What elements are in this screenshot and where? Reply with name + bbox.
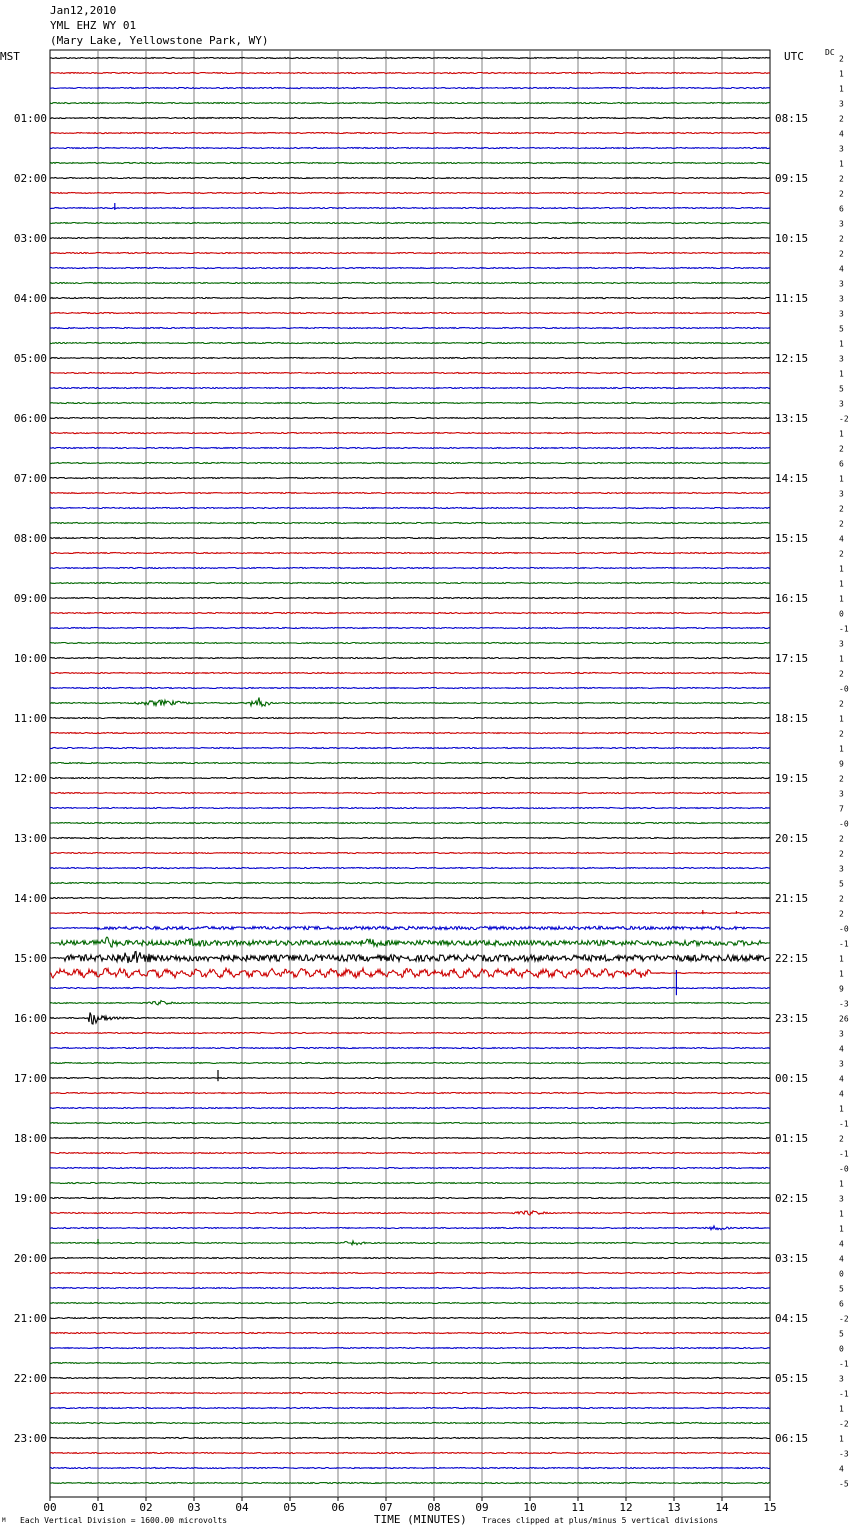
hour-label-right: 00:15 <box>775 1072 809 1085</box>
dc-offset-value: 3 <box>839 1059 844 1069</box>
dc-offset-value: 3 <box>839 789 844 799</box>
trace-row <box>50 898 770 899</box>
hour-label-left: 07:00 <box>13 472 47 485</box>
hour-label-right: 18:15 <box>775 712 809 725</box>
trace-row <box>50 1033 770 1034</box>
trace-row <box>50 1258 770 1259</box>
hour-label-right: 15:15 <box>775 532 809 545</box>
trace-row <box>50 952 770 964</box>
dc-offset-value: 3 <box>839 489 844 499</box>
scale-note: Each Vertical Division = 1600.00 microvolts <box>20 1516 228 1525</box>
trace-row <box>50 988 770 989</box>
trace-row <box>50 373 770 374</box>
trace-row <box>50 478 770 479</box>
trace-row <box>50 88 770 89</box>
trace-row <box>50 883 770 884</box>
right-timezone-label: UTC <box>784 50 804 63</box>
trace-row <box>50 598 770 599</box>
trace-row <box>50 223 770 224</box>
hour-label-right: 21:15 <box>775 892 809 905</box>
x-tick-label: 06 <box>331 1501 345 1514</box>
dc-offset-value: 2 <box>839 234 844 244</box>
dc-offset-value: 5 <box>839 384 844 394</box>
trace-row <box>50 1273 770 1274</box>
dc-offset-value: 2 <box>839 849 844 859</box>
dc-offset-value: 2 <box>839 699 844 709</box>
hour-label-left: 04:00 <box>13 292 47 305</box>
hour-label-right: 06:15 <box>775 1432 809 1445</box>
dc-offset-value: -2 <box>839 1419 849 1429</box>
x-tick-label: 03 <box>187 1501 201 1514</box>
dc-offset-value: 5 <box>839 1284 844 1294</box>
trace-row <box>50 1408 770 1409</box>
dc-offset-value: 4 <box>839 1044 844 1054</box>
trace-row <box>50 133 770 134</box>
trace-row <box>50 643 770 644</box>
dc-offset-value: 1 <box>839 564 844 574</box>
dc-offset-value: 2 <box>839 1134 844 1144</box>
trace-row <box>50 823 770 824</box>
trace-row <box>50 853 770 854</box>
dc-offset-value: 1 <box>839 1434 844 1444</box>
dc-offset-value: 2 <box>839 774 844 784</box>
dc-offset-value: 0 <box>839 1269 844 1279</box>
dc-offset-value: -0 <box>839 1164 849 1174</box>
clip-note: Traces clipped at plus/minus 5 vertical divisions <box>482 1516 719 1525</box>
trace-row <box>50 913 770 914</box>
dc-offset-value: 2 <box>839 174 844 184</box>
trace-row <box>50 148 770 149</box>
hour-label-left: 20:00 <box>13 1252 47 1265</box>
hour-label-left: 23:00 <box>13 1432 47 1445</box>
trace-row <box>50 1153 770 1154</box>
dc-offset-value: 4 <box>839 1254 844 1264</box>
dc-offset-value: 2 <box>839 444 844 454</box>
dc-offset-value: 1 <box>839 1404 844 1414</box>
dc-offset-value: 2 <box>839 894 844 904</box>
dc-offset-value: 2 <box>839 729 844 739</box>
trace-row <box>50 358 770 359</box>
trace-row <box>50 658 770 659</box>
hour-label-left: 21:00 <box>13 1312 47 1325</box>
trace-row <box>50 118 770 119</box>
dc-offset-value: -1 <box>839 1359 849 1369</box>
trace-row <box>50 1063 770 1064</box>
dc-offset-value: 9 <box>839 984 844 994</box>
hour-label-left: 16:00 <box>13 1012 47 1025</box>
dc-offset-value: 2 <box>839 54 844 64</box>
dc-offset-value: 1 <box>839 594 844 604</box>
trace-row <box>50 73 770 74</box>
trace-row <box>50 1318 770 1319</box>
hour-label-right: 10:15 <box>775 232 809 245</box>
dc-offset-value: 3 <box>839 864 844 874</box>
dc-offset-value: 3 <box>839 279 844 289</box>
hour-label-right: 02:15 <box>775 1192 809 1205</box>
x-tick-label: 13 <box>667 1501 681 1514</box>
trace-row <box>50 328 770 329</box>
trace-row <box>50 178 770 179</box>
hour-label-right: 09:15 <box>775 172 809 185</box>
dc-offset-value: 3 <box>839 1194 844 1204</box>
trace-row <box>50 238 770 239</box>
dc-offset-value: 7 <box>839 804 844 814</box>
hour-label-left: 02:00 <box>13 172 47 185</box>
trace-row <box>50 778 770 779</box>
trace-row <box>50 523 770 524</box>
dc-offset-value: -0 <box>839 819 849 829</box>
dc-offset-value: 3 <box>839 99 844 109</box>
x-tick-label: 09 <box>475 1501 489 1514</box>
dc-offset-value: -0 <box>839 924 849 934</box>
x-tick-label: 08 <box>427 1501 441 1514</box>
dc-column-label: DC <box>825 48 835 57</box>
hour-label-left: 13:00 <box>13 832 47 845</box>
trace-row <box>50 1438 770 1439</box>
hour-label-left: 08:00 <box>13 532 47 545</box>
trace-row <box>50 1303 770 1304</box>
trace-row <box>50 448 770 449</box>
trace-row <box>50 1211 770 1215</box>
trace-row <box>50 1048 770 1049</box>
hour-label-left: 18:00 <box>13 1132 47 1145</box>
trace-row <box>50 283 770 284</box>
dc-offset-value: 1 <box>839 579 844 589</box>
trace-row <box>50 688 770 689</box>
trace-row <box>50 673 770 674</box>
x-tick-label: 00 <box>43 1501 57 1514</box>
trace-row <box>50 613 770 614</box>
trace-row <box>50 1333 770 1334</box>
x-tick-label: 07 <box>379 1501 393 1514</box>
trace-row <box>50 808 770 809</box>
dc-offset-value: 3 <box>839 639 844 649</box>
trace-row <box>50 718 770 719</box>
trace-row <box>50 313 770 314</box>
hour-label-left: 11:00 <box>13 712 47 725</box>
trace-row <box>50 343 770 344</box>
trace-row <box>50 793 770 794</box>
trace-row <box>50 1093 770 1094</box>
trace-row <box>50 208 770 209</box>
dc-offset-value: 2 <box>839 549 844 559</box>
dc-offset-value: 4 <box>839 1239 844 1249</box>
hour-label-left: 15:00 <box>13 952 47 965</box>
dc-offset-value: 1 <box>839 744 844 754</box>
dc-offset-value: 0 <box>839 1344 844 1354</box>
dc-offset-value: 1 <box>839 954 844 964</box>
trace-row <box>50 1483 770 1484</box>
hour-label-right: 20:15 <box>775 832 809 845</box>
trace-row <box>50 583 770 584</box>
dc-offset-value: -1 <box>839 1389 849 1399</box>
hour-label-left: 12:00 <box>13 772 47 785</box>
chart-date: Jan12,2010 <box>50 4 117 17</box>
x-tick-label: 04 <box>235 1501 249 1514</box>
dc-offset-value: 1 <box>839 369 844 379</box>
trace-row <box>50 1001 770 1005</box>
trace-row <box>50 1078 770 1079</box>
dc-offset-value: -1 <box>839 939 849 949</box>
hour-label-right: 12:15 <box>775 352 809 365</box>
dc-offset-value: 4 <box>839 534 844 544</box>
hour-label-left: 10:00 <box>13 652 47 665</box>
dc-offset-value: 4 <box>839 129 844 139</box>
dc-offset-value: 4 <box>839 1464 844 1474</box>
dc-offset-value: 3 <box>839 144 844 154</box>
dc-offset-value: 5 <box>839 324 844 334</box>
dc-offset-value: 1 <box>839 1224 844 1234</box>
dc-offset-value: 5 <box>839 879 844 889</box>
trace-row <box>50 748 770 749</box>
dc-offset-value: 1 <box>839 429 844 439</box>
trace-row <box>50 508 770 509</box>
dc-offset-value: 2 <box>839 504 844 514</box>
dc-offset-value: 1 <box>839 69 844 79</box>
trace-row <box>50 1453 770 1454</box>
hour-label-left: 06:00 <box>13 412 47 425</box>
trace-row <box>50 103 770 104</box>
dc-offset-value: 4 <box>839 1074 844 1084</box>
trace-row <box>50 553 770 554</box>
dc-offset-value: 3 <box>839 1029 844 1039</box>
hour-label-right: 23:15 <box>775 1012 809 1025</box>
trace-row <box>50 1468 770 1469</box>
trace-row <box>50 433 770 434</box>
dc-offset-value: 3 <box>839 294 844 304</box>
dc-offset-value: 4 <box>839 264 844 274</box>
hour-label-right: 17:15 <box>775 652 809 665</box>
dc-offset-value: 6 <box>839 1299 844 1309</box>
trace-row <box>50 1226 770 1230</box>
x-tick-label: 05 <box>283 1501 297 1514</box>
trace-row <box>50 868 770 869</box>
dc-offset-value: 2 <box>839 189 844 199</box>
x-tick-label: 01 <box>91 1501 105 1514</box>
x-tick-label: 11 <box>571 1501 585 1514</box>
dc-offset-value: -3 <box>839 1449 849 1459</box>
hour-label-right: 13:15 <box>775 412 809 425</box>
dc-offset-value: 5 <box>839 1329 844 1339</box>
trace-row <box>50 926 770 929</box>
dc-offset-value: 1 <box>839 1104 844 1114</box>
dc-offset-value: 3 <box>839 354 844 364</box>
trace-row <box>50 937 770 947</box>
chart-station: YML EHZ WY 01 <box>50 19 137 32</box>
dc-offset-value: 9 <box>839 759 844 769</box>
hour-label-right: 14:15 <box>775 472 809 485</box>
trace-row <box>50 1168 770 1169</box>
trace-row <box>50 1108 770 1109</box>
dc-offset-value: -3 <box>839 999 849 1009</box>
trace-row <box>50 418 770 419</box>
trace-row <box>50 1378 770 1379</box>
dc-offset-value: -2 <box>839 414 849 424</box>
dc-offset-value: -5 <box>839 1479 849 1489</box>
hour-label-right: 01:15 <box>775 1132 809 1145</box>
hour-label-right: 11:15 <box>775 292 809 305</box>
dc-offset-value: -1 <box>839 624 849 634</box>
hour-label-left: 05:00 <box>13 352 47 365</box>
trace-row <box>50 58 770 59</box>
trace-row <box>50 493 770 494</box>
dc-offset-value: 3 <box>839 219 844 229</box>
dc-offset-value: 2 <box>839 114 844 124</box>
hour-label-left: 03:00 <box>13 232 47 245</box>
hour-label-left: 22:00 <box>13 1372 47 1385</box>
trace-row <box>50 1393 770 1394</box>
corner-mark: M <box>2 1517 6 1524</box>
trace-row <box>50 1288 770 1289</box>
trace-row <box>50 1138 770 1139</box>
dc-offset-value: 2 <box>839 519 844 529</box>
trace-row <box>50 1423 770 1424</box>
hour-label-left: 19:00 <box>13 1192 47 1205</box>
hour-label-right: 22:15 <box>775 952 809 965</box>
dc-offset-value: 1 <box>839 714 844 724</box>
dc-offset-value: 6 <box>839 204 844 214</box>
x-tick-label: 10 <box>523 1501 537 1514</box>
x-axis-title: TIME (MINUTES) <box>374 1513 467 1526</box>
hour-label-right: 08:15 <box>775 112 809 125</box>
x-tick-label: 12 <box>619 1501 633 1514</box>
trace-row <box>50 1348 770 1349</box>
dc-offset-value: 1 <box>839 654 844 664</box>
hour-label-left: 01:00 <box>13 112 47 125</box>
trace-row <box>50 763 770 764</box>
hour-label-left: 09:00 <box>13 592 47 605</box>
trace-row <box>50 253 770 254</box>
dc-offset-value: 2 <box>839 909 844 919</box>
hour-label-right: 16:15 <box>775 592 809 605</box>
dc-offset-value: -1 <box>839 1149 849 1159</box>
trace-row <box>50 463 770 464</box>
dc-offset-value: 1 <box>839 1209 844 1219</box>
trace-row <box>50 1198 770 1199</box>
trace-row <box>50 1183 770 1184</box>
dc-offset-value: 26 <box>839 1014 849 1024</box>
trace-row <box>50 1363 770 1364</box>
left-timezone-label: MST <box>0 50 20 63</box>
dc-offset-value: 1 <box>839 159 844 169</box>
x-tick-label: 14 <box>715 1501 729 1514</box>
trace-row <box>50 538 770 539</box>
trace-row <box>50 1241 770 1245</box>
plot-frame <box>50 50 770 1497</box>
hour-label-right: 04:15 <box>775 1312 809 1325</box>
dc-offset-value: 3 <box>839 1374 844 1384</box>
hour-label-right: 05:15 <box>775 1372 809 1385</box>
trace-row <box>50 403 770 404</box>
chart-location: (Mary Lake, Yellowstone Park, WY) <box>50 34 269 47</box>
dc-offset-value: 1 <box>839 969 844 979</box>
dc-offset-value: 3 <box>839 309 844 319</box>
dc-offset-value: -1 <box>839 1119 849 1129</box>
trace-row <box>50 733 770 734</box>
trace-row <box>50 163 770 164</box>
hour-label-right: 19:15 <box>775 772 809 785</box>
dc-offset-value: 2 <box>839 669 844 679</box>
x-tick-label: 02 <box>139 1501 153 1514</box>
trace-row <box>50 388 770 389</box>
dc-offset-value: -0 <box>839 684 849 694</box>
trace-row <box>50 568 770 569</box>
trace-row <box>50 298 770 299</box>
x-tick-label: 15 <box>763 1501 777 1514</box>
trace-row <box>50 968 770 978</box>
dc-offset-value: 2 <box>839 834 844 844</box>
dc-offset-value: 6 <box>839 459 844 469</box>
dc-offset-value: 4 <box>839 1089 844 1099</box>
dc-offset-value: 2 <box>839 249 844 259</box>
dc-offset-value: 1 <box>839 339 844 349</box>
dc-offset-value: -2 <box>839 1314 849 1324</box>
dc-offset-value: 0 <box>839 609 844 619</box>
trace-row <box>50 838 770 839</box>
hour-label-left: 17:00 <box>13 1072 47 1085</box>
dc-offset-value: 1 <box>839 474 844 484</box>
trace-row <box>50 193 770 194</box>
trace-row <box>50 1013 770 1025</box>
trace-row <box>50 698 770 707</box>
trace-row <box>50 628 770 629</box>
dc-offset-value: 3 <box>839 399 844 409</box>
hour-label-right: 03:15 <box>775 1252 809 1265</box>
dc-offset-value: 1 <box>839 84 844 94</box>
trace-row <box>50 1123 770 1124</box>
hour-label-left: 14:00 <box>13 892 47 905</box>
trace-row <box>50 268 770 269</box>
dc-offset-value: 1 <box>839 1179 844 1189</box>
